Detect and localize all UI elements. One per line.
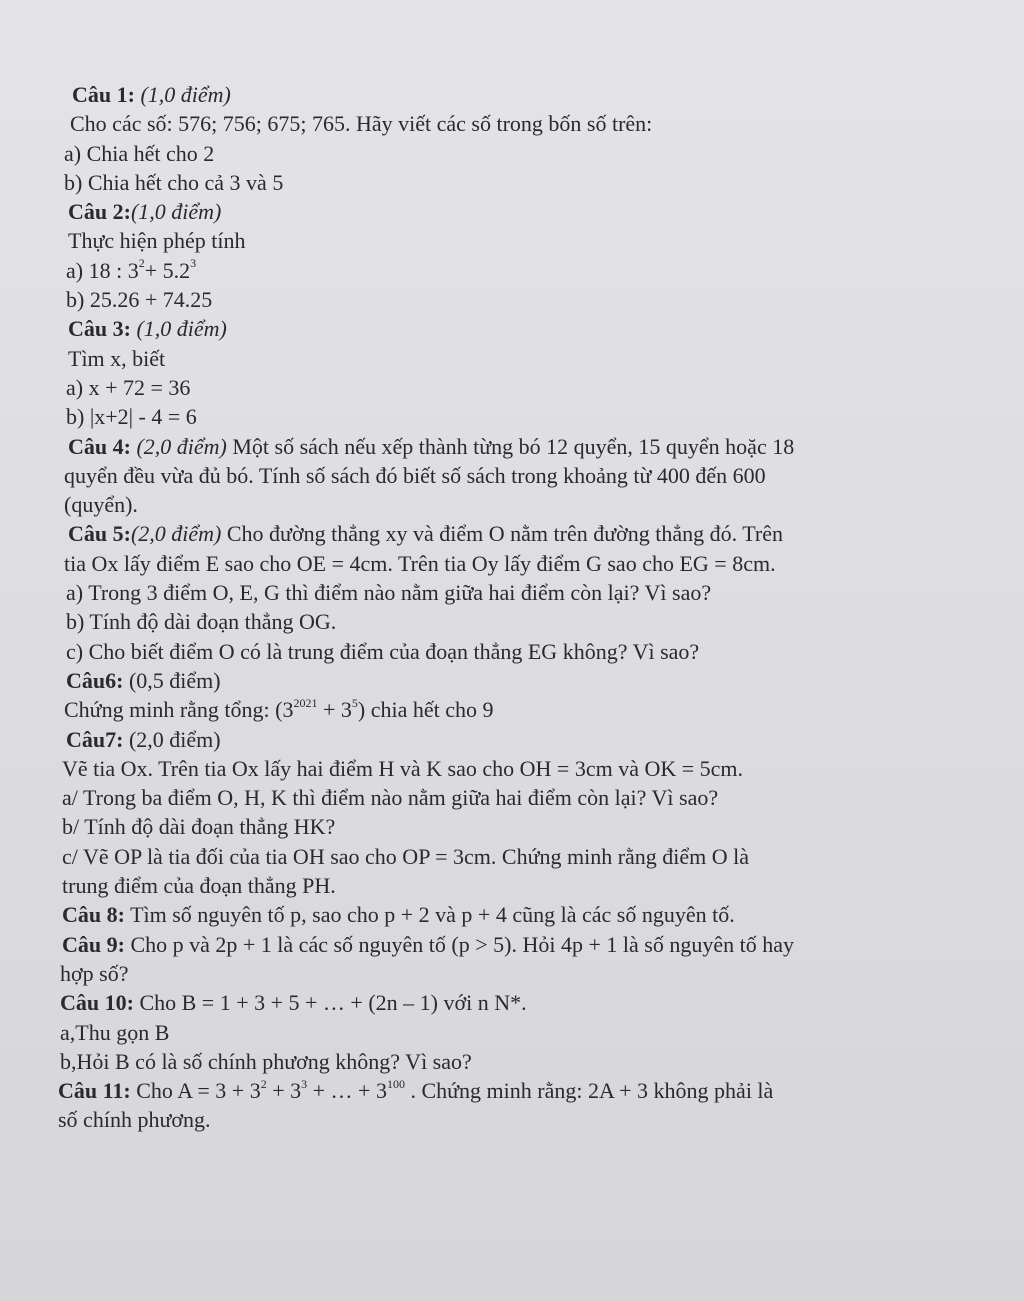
q3-heading	[68, 314, 964, 343]
q4-line1	[68, 432, 964, 461]
q11-line1	[58, 1076, 964, 1105]
q1-label: Câu 1:	[72, 82, 135, 107]
q2-a-pre: a) 18 : 3	[66, 257, 139, 283]
q11-pre: Cho A = 3 + 3	[136, 1078, 261, 1104]
q5-label: Câu 5:	[68, 521, 131, 547]
q5-points: (2,0 điểm)	[130, 521, 222, 547]
q9-text1: Cho p và 2p + 1 là các số nguyên tố (p > 5). Hỏi 4p + 1 là số nguyên tố hay	[130, 931, 794, 957]
q7-part-b: b/ Tính độ dài đoạn thẳng HK?	[62, 814, 336, 840]
q5-text2: tia Ox lấy điểm E sao cho OE = 4cm. Trên tia Oy lấy điểm G sao cho EG = 8cm.	[64, 550, 776, 576]
q11-text2: số chính phương.	[58, 1107, 211, 1133]
q11-mid1: + 3	[272, 1078, 302, 1104]
q4-text2: quyển đều vừa đủ bó. Tính số sách đó biết số sách trong khoảng từ 400 đến 600	[64, 462, 766, 488]
q10-text: Cho B = 1 + 3 + 5 + … + (2n – 1) với n N*.	[139, 990, 527, 1016]
q11-exp3: 100	[386, 1076, 405, 1091]
q8-text: Tìm số nguyên tố p, sao cho p + 2 và p + 4 cũng là các số nguyên tố.	[130, 902, 735, 928]
q7-text1: Vẽ tia Ox. Trên tia Ox lấy hai điểm H và K sao cho OH = 3cm và OK = 5cm.	[62, 755, 744, 781]
q5-part-b: b) Tính độ dài đoạn thẳng OG.	[66, 609, 337, 635]
q11-post: . Chứng minh rằng: 2A + 3 không phải là	[410, 1078, 774, 1104]
q7-label: Câu7:	[66, 726, 124, 752]
q6-statement	[64, 695, 964, 724]
q2-part-a	[66, 256, 964, 285]
q4-text1: Một số sách nếu xếp thành từng bó 12 quyển, 15 quyển hoặc 18	[232, 433, 795, 459]
q2-a-mid: + 5.2	[144, 257, 191, 283]
q9-line1	[62, 930, 964, 959]
q7-heading	[66, 725, 964, 754]
q1-part-a: a) Chia hết cho 2	[64, 140, 215, 166]
q4-points: (2,0 điểm)	[136, 433, 227, 459]
q1-points: (1,0 điểm)	[140, 82, 231, 107]
q3-points: (1,0 điểm)	[136, 316, 227, 342]
q8-line	[62, 900, 964, 929]
q5-part-a: a) Trong 3 điểm O, E, G thì điểm nào nằm giữa hai điểm còn lại? Vì sao?	[66, 580, 712, 606]
q1-intro: Cho các số: 576; 756; 675; 765. Hãy viết các số trong bốn số trên:	[70, 111, 653, 137]
q7-part-c1: c/ Vẽ OP là tia đối của tia OH sao cho OP = 3cm. Chứng minh rằng điểm O là	[62, 843, 750, 869]
q10-part-a: a,Thu gọn B	[60, 1019, 170, 1045]
q2-intro: Thực hiện phép tính	[68, 228, 246, 254]
q8-label: Câu 8:	[62, 902, 125, 928]
q10-part-b: b,Hỏi B có là số chính phương không? Vì sao?	[60, 1048, 472, 1074]
q4-text3: (quyển).	[64, 492, 138, 518]
q2-part-b: b) 25.26 + 74.25	[66, 287, 213, 313]
q6-exp1: 2021	[293, 695, 318, 710]
q11-mid2: + … + 3	[312, 1078, 387, 1104]
q6-pre: Chứng minh rằng tổng: (3	[64, 697, 294, 723]
q2-a-exp1: 2	[138, 256, 145, 271]
q5-text1: Cho đường thẳng xy và điểm O nằm trên đường thẳng đó. Trên	[226, 521, 783, 547]
q11-label: Câu 11:	[58, 1078, 131, 1104]
q6-post: ) chia hết cho 9	[357, 697, 494, 723]
q6-points: (0,5 điểm)	[128, 667, 221, 693]
q2-heading	[68, 197, 964, 226]
q9-text2: hợp số?	[60, 960, 129, 986]
q6-exp2: 5	[351, 695, 358, 710]
q6-mid: + 3	[322, 697, 352, 723]
q11-exp2: 3	[301, 1076, 308, 1091]
q6-heading	[66, 666, 964, 695]
q7-part-a: a/ Trong ba điểm O, H, K thì điểm nào nằm giữa hai điểm còn lại? Vì sao?	[62, 785, 719, 811]
q1-part-b: b) Chia hết cho cả 3 và 5	[64, 169, 284, 195]
q4-label: Câu 4:	[68, 433, 131, 459]
q3-part-a: a) x + 72 = 36	[66, 374, 191, 400]
q2-points: (1,0 điểm)	[130, 199, 222, 225]
q9-label: Câu 9:	[62, 931, 125, 957]
q10-line	[60, 988, 964, 1017]
q3-intro: Tìm x, biết	[68, 345, 166, 371]
q3-label: Câu 3:	[68, 316, 131, 342]
q6-label: Câu6:	[66, 667, 124, 693]
q7-points: (2,0 điểm)	[128, 726, 221, 752]
q5-line1	[68, 519, 964, 548]
q7-part-c2: trung điểm của đoạn thẳng PH.	[62, 873, 336, 899]
q1-heading	[72, 80, 964, 109]
q10-label: Câu 10:	[60, 990, 134, 1016]
q2-a-exp2: 3	[190, 256, 197, 271]
q5-part-c: c) Cho biết điểm O có là trung điểm của đoạn thẳng EG không? Vì sao?	[66, 638, 700, 664]
q3-part-b: b) |x+2| - 4 = 6	[66, 404, 197, 430]
q2-label: Câu 2:	[68, 199, 131, 225]
q11-exp1: 2	[260, 1076, 267, 1091]
